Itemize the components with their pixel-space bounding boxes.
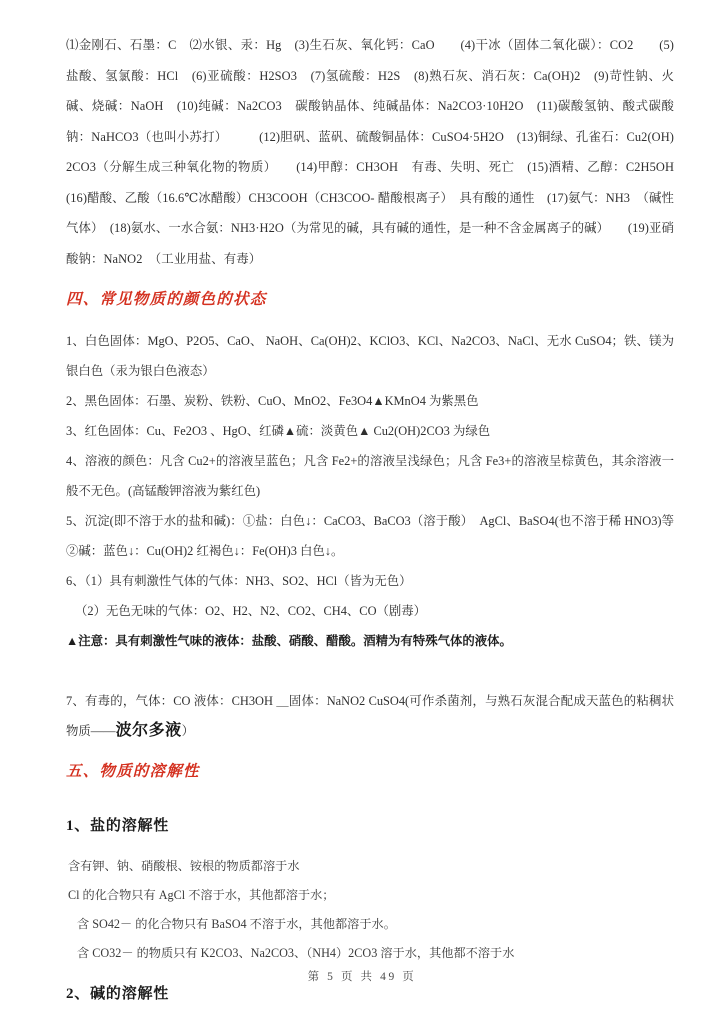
page-footer: 第 5 页 共 49 页 xyxy=(307,971,417,983)
subsection-heading-base-solubility: 2、碱的溶解性 xyxy=(66,986,170,1002)
color-state-item-6: 6、（1）具有刺激性气体的气体：NH3、SO2、HCl（皆为无色） xyxy=(66,574,412,588)
salt-solubility-line-4: 含 CO32－ 的物质只有 K2CO3、Na2CO3、（NH4）2CO3 溶于水，其他都不溶于水 xyxy=(77,946,515,960)
substance-aliases-paragraph: ⑴金刚石、石墨：C ⑵水银、汞：Hg (3)生石灰、氧化钙：CaO (4)干冰（固体二氧化碳）：CO2 (5)盐酸、氢氯酸：HCl (6)亚硫酸：H2SO3 (7)氢硫酸：H2S (8)熟石灰、消石灰：Ca(OH)2 (9)苛性钠、火碱、烧碱：NaOH (10)纯碱：Na2CO3 碳酸钠晶体、纯碱晶体：Na2CO3·10H2O (11)碳酸氢钠、酸式碳酸钠：NaHCO3（也叫小苏打） (12)胆矾、蓝矾、硫酸铜晶体：CuSO4·5H2O (13)铜绿、孔雀石：Cu2(OH)2CO3（分解生成三种氧化物的物质） (14)甲醇：CH3OH 有毒、失明、死亡 (15)酒精、乙醇：C2H5OH (16)醋酸、乙酸（16.6℃冰醋酸）CH3COOH（CH3COO- 醋酸根离子） 具有酸的通性 (17)氨气：NH3 （碱性气体） (18)氨水、一水合氨：NH3·H2O（为常见的碱，具有碱的通性，是一种不含金属离子的碱） (19)亚硝酸钠：NaNO2 （工业用盐、有毒） xyxy=(66,38,687,266)
salt-solubility-line-2: Cl 的化合物只有 AgCl 不溶于水，其他都溶于水； xyxy=(68,888,335,902)
color-state-item-7 xyxy=(66,686,674,746)
salt-solubility-line-3: 含 SO42－ 的化合物只有 BaSO4 不溶于水，其他都溶于水。 xyxy=(77,917,396,931)
color-state-item-2: 2、黑色固体：石墨、炭粉、铁粉、CuO、MnO2、Fe3O4▲KMnO4 为紫黑色 xyxy=(66,394,479,408)
bordeaux-mixture-emphasis: 波尔多液 xyxy=(115,722,182,739)
color-state-item-1: 1、白色固体：MgO、P2O5、CaO、 NaOH、Ca(OH)2、KClO3、KCl、Na2CO3、NaCl、无水 CuSO4；铁、镁为银白色（汞为银白色液态） xyxy=(66,334,674,378)
page-content xyxy=(66,30,687,1011)
color-state-item-7-suffix: ） xyxy=(181,724,194,738)
color-state-item-5: 5、沉淀(即不溶于水的盐和碱)：①盐：白色↓：CaCO3、BaCO3（溶于酸） AgCl、BaSO4(也不溶于稀 HNO3)等②碱：蓝色↓：Cu(OH)2 红褐色↓：Fe(OH)3 白色↓。 xyxy=(66,514,674,558)
color-state-item-4: 4、溶液的颜色：凡含 Cu2+的溶液呈蓝色；凡含 Fe2+的溶液呈浅绿色；凡含 Fe3+的溶液呈棕黄色，其余溶液一般不无色。(高锰酸钾溶液为紫红色) xyxy=(66,454,674,498)
color-state-note: ▲注意：具有刺激性气味的液体：盐酸、硝酸、醋酸。酒精为有特殊气体的液体。 xyxy=(66,634,512,648)
color-state-item-6-sub2: （2）无色无味的气体：O2、H2、N2、CO2、CH4、CO（剧毒） xyxy=(75,604,427,618)
spacer xyxy=(66,843,674,852)
subsection-heading-salt-solubility: 1、盐的溶解性 xyxy=(66,818,170,834)
section-heading-five: 五、物质的溶解性 xyxy=(66,763,200,780)
color-state-item-7-prefix: 7、有毒的，气体：CO 液体：CH3OH ＿固体：NaNO2 CuSO4(可作杀菌剂，与熟石灰混合配成天蓝色的粘稠状物质—— xyxy=(66,694,674,738)
color-state-item-3: 3、红色固体：Cu、Fe2O3 、HgO、红磷▲硫：淡黄色▲ Cu2(OH)2CO3 为绿色 xyxy=(66,424,491,438)
spacer xyxy=(66,274,674,283)
section-heading-four: 四、常见物质的颜色的状态 xyxy=(66,291,267,308)
spacer xyxy=(66,317,674,326)
salt-solubility-line-1: 含有钾、钠、硝酸根、铵根的物质都溶于水 xyxy=(68,859,300,873)
spacer xyxy=(66,746,674,755)
spacer xyxy=(66,789,674,809)
spacer xyxy=(66,656,674,686)
